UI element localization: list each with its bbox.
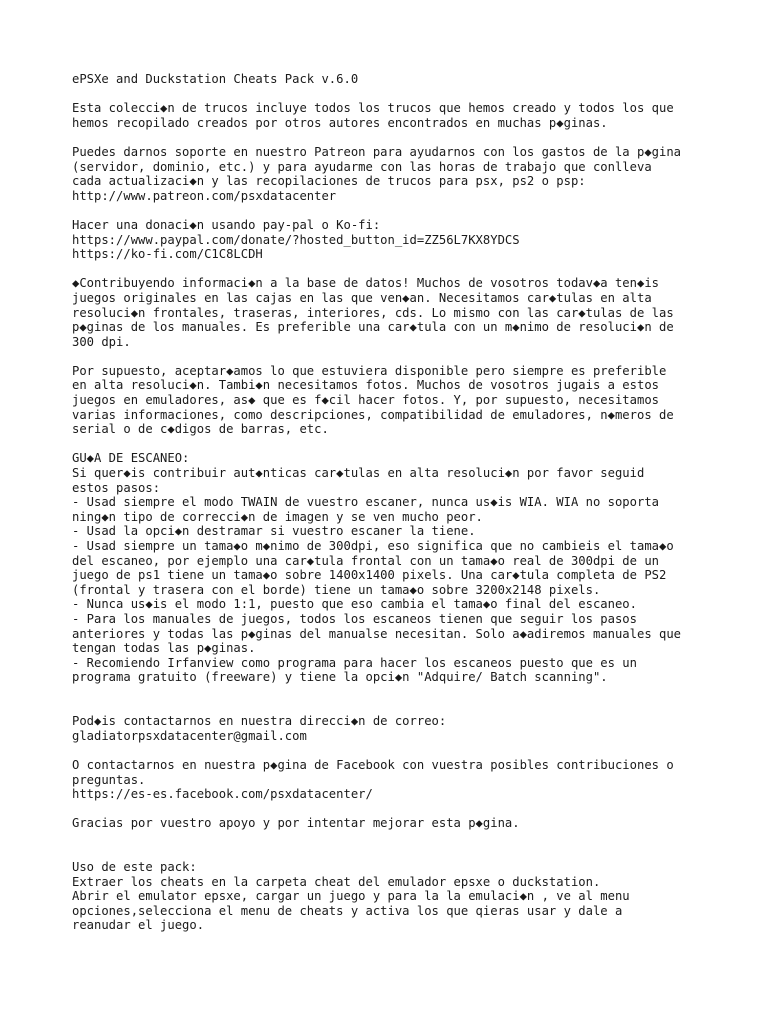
blank-line xyxy=(72,743,712,758)
text-line: GU◆A DE ESCANEO: xyxy=(72,451,190,466)
text-line: https://ko-fi.com/C1C8LCDH xyxy=(72,247,263,262)
text-line: Hacer una donaci◆n usando pay-pal o Ko-fi: xyxy=(72,217,381,232)
text-line: gladiatorpsxdatacenter@gmail.com xyxy=(72,728,307,743)
blank-line xyxy=(72,130,712,145)
text-line: estos pasos: xyxy=(72,480,161,495)
text-line: Si quer◆is contribuir aut◆nticas car◆tulas en alta resoluci◆n por favor seguid xyxy=(72,466,645,481)
text-line: juego de ps1 tiene un tama◆o sobre 1400x1400 pixels. Una car◆tula completa de PS2 xyxy=(72,568,667,583)
text-line: Por supuesto, aceptar◆amos lo que estuviera disponible pero siempre es preferible xyxy=(72,363,667,378)
text-line: juegos en emuladores, as◆ que es f◆cil hacer fotos. Y, por supuesto, necesitamos xyxy=(72,393,659,408)
text-line: p◆ginas de los manuales. Es preferible una car◆tula con un m◆nimo de resoluci◆n de xyxy=(72,320,674,335)
text-line: (frontal y trasera con el borde) tiene un tama◆o sobre 3200x2148 pixels. xyxy=(72,582,601,597)
blank-line xyxy=(72,87,712,102)
text-line: Extraer los cheats en la carpeta cheat del emulador epsxe o duckstation. xyxy=(72,874,601,889)
text-line: varias informaciones, como descripciones, compatibilidad de emuladores, n◆meros de xyxy=(72,407,674,422)
text-line: Abrir el emulator epsxe, cargar un juego y para la la emulaci◆n , ve al menu xyxy=(72,889,630,904)
text-line: 300 dpi. xyxy=(72,334,131,349)
text-line: - Usad siempre el modo TWAIN de vuestro escaner, nunca us◆is WIA. WIA no soporta xyxy=(72,495,659,510)
text-line: reanudar el juego. xyxy=(72,918,205,933)
text-line: en alta resoluci◆n. Tambi◆n necesitamos fotos. Muchos de vosotros jugais a estos xyxy=(72,378,659,393)
blank-line xyxy=(72,845,712,860)
text-line: ning◆n tipo de correcci◆n de imagen y se ven mucho peor. xyxy=(72,509,483,524)
text-line: hemos recopilado creados por otros autores encontrados en muchas p◆ginas. xyxy=(72,115,608,130)
text-line: del escaneo, por ejemplo una car◆tula frontal con un tama◆o real de 300dpi de un xyxy=(72,553,659,568)
text-line: tengan todas las p◆ginas. xyxy=(72,641,256,656)
text-line: Uso de este pack: xyxy=(72,860,197,875)
text-line: programa gratuito (freeware) y tiene la opci◆n "Adquire/ Batch scanning". xyxy=(72,670,608,685)
text-line: Puedes darnos soporte en nuestro Patreon para ayudarnos con los gastos de la p◆gina xyxy=(72,144,682,159)
text-line: O contactarnos en nuestra p◆gina de Facebook con vuestra posibles contribuciones o xyxy=(72,757,674,772)
text-line: https://es-es.facebook.com/psxdatacenter/ xyxy=(72,787,373,802)
text-line: Esta colecci◆n de trucos incluye todos los trucos que hemos creado y todos los que xyxy=(72,101,674,116)
text-line: resoluci◆n frontales, traseras, interiores, cds. Lo mismo con las car◆tulas de las xyxy=(72,305,674,320)
blank-line xyxy=(72,349,712,364)
blank-line xyxy=(72,262,712,277)
blank-line xyxy=(72,685,712,700)
text-line: https://www.paypal.com/donate/?hosted_button_id=ZZ56L7KX8YDCS xyxy=(72,232,520,247)
text-line: - Nunca us◆is el modo 1:1, puesto que eso cambia el tama◆o final del escaneo. xyxy=(72,597,637,612)
text-line: cada actualizaci◆n y las recopilaciones de trucos para psx, ps2 o psp: xyxy=(72,174,586,189)
text-line: ePSXe and Duckstation Cheats Pack v.6.0 xyxy=(72,72,359,86)
blank-line xyxy=(72,700,712,715)
text-line: Pod◆is contactarnos en nuestra direcci◆n de correo: xyxy=(72,714,447,729)
document-page xyxy=(72,72,712,933)
text-line: anteriores y todas las p◆ginas del manualse necesitan. Solo a◆adiremos manuales que xyxy=(72,626,682,641)
text-line: - Recomiendo Irfanview como programa para hacer los escaneos puesto que es un xyxy=(72,655,637,670)
text-line: - Usad siempre un tama◆o m◆nimo de 300dpi, eso significa que no cambieis el tama◆o xyxy=(72,539,674,553)
text-line: opciones,selecciona el menu de cheats y activa los que qieras usar y dale a xyxy=(72,903,623,918)
text-line: - Para los manuales de juegos, todos los escaneos tienen que seguir los pasos xyxy=(72,611,637,626)
text-line: ◆Contribuyendo informaci◆n a la base de datos! Muchos de vosotros todav◆a ten◆is xyxy=(72,276,659,291)
text-line: preguntas. xyxy=(72,772,146,787)
text-line: Gracias por vuestro apoyo y por intentar mejorar esta p◆gina. xyxy=(72,816,520,831)
text-line: (servidor, dominio, etc.) y para ayudarme con las horas de trabajo que conlleva xyxy=(72,159,652,174)
blank-line xyxy=(72,831,712,846)
blank-line xyxy=(72,437,712,452)
blank-line xyxy=(72,802,712,817)
text-line: - Usad la opci◆n destramar si vuestro escaner la tiene. xyxy=(72,524,476,539)
text-line: http://www.patreon.com/psxdatacenter xyxy=(72,188,337,203)
text-line: serial o de c◆digos de barras, etc. xyxy=(72,422,329,437)
blank-line xyxy=(72,203,712,218)
text-line: juegos originales en las cajas en las que ven◆an. Necesitamos car◆tulas en alta xyxy=(72,290,652,305)
